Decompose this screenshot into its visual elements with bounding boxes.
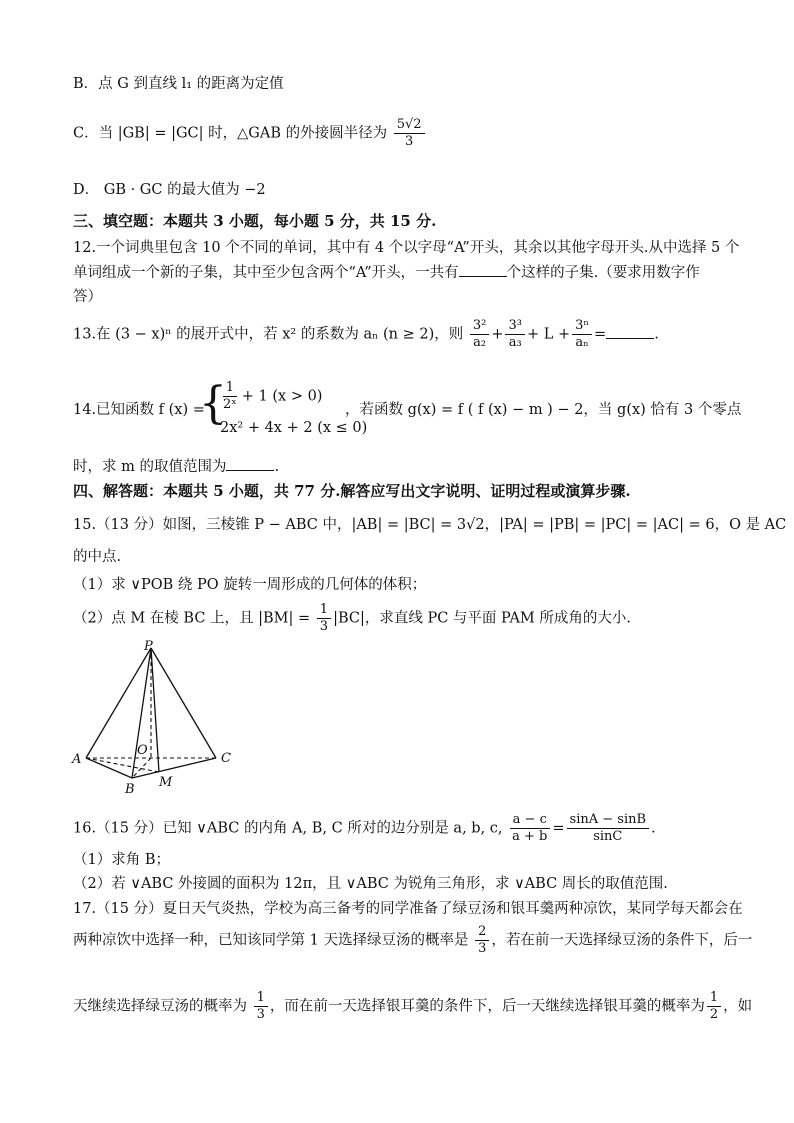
q15-line-1: 15.（13 分）如图，三棱锥 P − ABC 中，|AB| = |BC| = 3√2，|PA| = |PB| = |PC| = |AC| = 6，O 是 AC [73,517,787,533]
q15-line-2: 的中点. [73,549,122,565]
option-c [73,117,427,150]
q14-case-1-condition: + 1 (x > 0) [241,388,323,405]
q16-fraction-right [567,812,650,845]
piecewise-brace: { [199,378,227,429]
segment-AM-hidden [86,758,159,772]
q17-text-e: ，如 [723,998,753,1015]
q17-fraction-1 [475,924,489,957]
q16-equals: = [552,820,565,837]
q12-text-a: 单词组成一个新的子集，其中至少包含两个“A”开头，一共有 [73,265,459,281]
q13-text: 13.在 (3 − x)ⁿ 的展开式中，若 x² 的系数为 aₙ (n ≥ 2)，则 [73,326,464,343]
q17-line-2 [73,924,752,957]
q16-part-2: （2）若 ∨ABC 外接圆的面积为 12π，且 ∨ABC 为锐角三角形，求 ∨ABC 周长的取值范围. [73,876,668,892]
label-M: M [159,775,173,790]
q14-lead: 14.已知函数 f (x) = [73,402,205,418]
q16-fraction-left [509,812,550,845]
edge-AB [86,758,132,778]
q15-part-1: （1）求 ∨POB 绕 PO 旋转一周形成的几何体的体积； [73,577,427,593]
fraction-numerator: a − c [510,812,550,829]
q13-term-1 [470,318,489,351]
label-A: A [72,752,82,767]
q13-equals: = [594,326,607,343]
q16-line-1 [73,812,656,845]
fraction-denominator: 3 [319,619,329,634]
answer-blank [226,458,274,471]
q14-period: . [274,459,280,475]
q16-text: 16.（15 分）已知 ∨ABC 的内角 A, B, C 所对的边分别是 a, b, c, [73,820,503,837]
fraction-numerator: 3² [470,318,489,335]
fraction-denominator: aₙ [575,335,589,350]
fraction-numerator: 3³ [505,318,524,335]
fraction-numerator: 1 [707,990,721,1007]
edge-BC [132,758,216,778]
answer-blank [606,326,654,339]
fraction-denominator: 3 [256,1007,265,1022]
q14-tail: ，若函数 g(x) = f ( f (x) − m ) − 2，当 g(x) 恰有 3 个零点 [345,402,742,418]
fraction-numerator: 5√2 [394,117,425,134]
q14-text: 时，求 m 的取值范围为 [73,459,227,475]
q17-text-d: ，而在前一天选择银耳羹的条件下，后一天继续选择银耳羹的概率为 [269,998,705,1015]
option-d: D． GB · GC 的最大值为 −2 [73,182,266,198]
edge-PA [86,648,151,758]
pyramid-figure [70,638,240,798]
q12-line-1: 12.一个词典里包含 10 个不同的单词，其中有 4 个以字母“A”开头，其余以其他字母开头.从中选择 5 个 [73,240,740,256]
label-O: O [137,743,148,758]
fraction-denominator: 3 [404,134,414,149]
q17-fraction-3 [707,990,721,1023]
q12-text-b: 个这样的子集.（要求用数字作 [506,265,700,281]
fraction-denominator: a₂ [473,335,487,350]
fraction-numerator: 1 [254,990,268,1007]
q17-line-3 [73,990,752,1023]
q14-case-1 [218,380,322,413]
q15-fraction [317,602,331,635]
q13-term-n [572,318,592,351]
q14-case-1-fraction [220,380,240,413]
edge-PB [132,648,151,778]
section-3-heading: 三、填空题：本题共 3 小题，每小题 5 分，共 15 分. [73,212,437,230]
fraction-denominator: sinC [593,829,623,844]
q13-term-2 [505,318,524,351]
q15-part-2-text-a: （2）点 M 在棱 BC 上，且 |BM| = [73,610,311,627]
section-4-heading: 四、解答题：本题共 5 小题，共 77 分.解答应写出文字说明、证明过程或演算步骤. [73,482,631,500]
q13-ellipsis: + L + [526,326,571,343]
label-B: B [125,782,135,797]
answer-blank [459,264,507,277]
q16-period: . [651,820,656,837]
label-P: P [144,639,153,654]
q15-part-2 [73,602,631,635]
option-c-text: C．当 |GB| = |GC| 时，△GAB 的外接圆半径为 [73,125,388,142]
fraction-numerator: 2 [475,924,489,941]
q17-line-1: 17.（15 分）夏日天气炎热，学校为高三备考的同学准备了绿豆汤和银耳羹两种凉饮，某同学每天都会在 [73,901,743,917]
q16-part-1: （1）求角 B； [73,852,170,868]
q15-part-2-text-b: |BC|，求直线 PC 与平面 PAM 所成角的大小. [333,610,631,627]
edge-PC [151,648,216,758]
segment-PM [151,648,159,772]
label-C: C [221,751,231,766]
fraction-denominator: 3 [478,941,487,956]
q17-text-c: 天继续选择绿豆汤的概率为 [73,998,247,1015]
q17-text-a: 两种凉饮中选择一种，已知该同学第 1 天选择绿豆汤的概率是 [73,932,469,949]
option-c-fraction [394,117,425,150]
fraction-denominator: 2ˣ [223,397,237,412]
q14-line-2 [73,455,279,476]
q13: 13.在 (3 − x)ⁿ 的展开式中，若 x² 的系数为 aₙ (n ≥ 2)，则 $\frac{\text{3²}}{\text{a₂}}$ + $\frac{\text{3³}}{\text{a₃}}$ + L + $\frac{\text{3ⁿ}}{\text{aₙ}}$ = . [73,318,659,350]
fraction-numerator: 1 [317,602,331,619]
fraction-denominator: a + b [512,829,548,844]
fraction-numerator: sinA − sinB [567,812,650,829]
fraction-numerator: 3ⁿ [572,318,592,335]
q17-fraction-2 [254,990,268,1023]
fraction-numerator: 1 [223,380,237,397]
q14-case-2: 2x² + 4x + 2 (x ≤ 0) [220,420,368,436]
fraction-denominator: a₃ [508,335,522,350]
q12-line-3: 答） [73,289,102,305]
q12-line-2 [73,261,700,282]
option-b: B．点 G 到直线 l₁ 的距离为定值 [73,76,284,92]
q17-text-b: ，若在前一天选择绿豆汤的条件下，后一 [491,932,753,949]
fraction-denominator: 2 [709,1007,719,1022]
